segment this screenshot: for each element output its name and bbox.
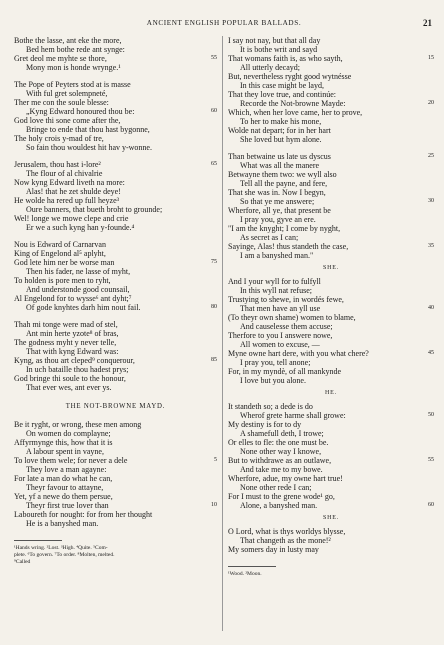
verse-text: Trustying to shewe, in wordés fewe, xyxy=(228,295,344,304)
verse-line xyxy=(14,125,217,134)
verse-text: A labour spent in vayne, xyxy=(26,447,104,456)
verse-text: That ever wes, ant ever ys. xyxy=(26,383,112,392)
verse-text: Mony mon is honde wrynge.¹ xyxy=(26,63,121,72)
verse-line xyxy=(228,438,434,447)
verse-line xyxy=(14,347,217,356)
verse-line xyxy=(228,331,434,340)
verse-text: For, in my myndè, of all mankynde xyxy=(228,367,341,376)
verse-text: I am a banyshed man." xyxy=(240,251,314,260)
verse-line xyxy=(14,510,217,519)
verse-text: God love thi sone come after the, xyxy=(14,116,121,125)
verse-line xyxy=(228,536,434,545)
verse-line xyxy=(228,170,434,179)
stanza xyxy=(228,277,434,385)
verse-text: But, nevertheless ryght good wytnésse xyxy=(228,72,352,81)
verse-text: Be it ryght, or wrong, these men among xyxy=(14,420,142,429)
verse-text: Jerusalem, thou hast i-lore² xyxy=(14,160,101,169)
verse-text: I love but you alone. xyxy=(240,376,306,385)
verse-line xyxy=(228,90,434,99)
verse-text: Ant min herte yzote⁸ of bras, xyxy=(26,329,119,338)
verse-line xyxy=(14,456,217,465)
line-number: 10 xyxy=(211,502,217,508)
verse-line xyxy=(228,492,434,501)
stanza xyxy=(14,36,217,72)
verse-text: Kyng, as thou art cleped⁹ conquerour, xyxy=(14,356,135,365)
verse-text: Then his fader, ne lasse of myht, xyxy=(26,267,131,276)
verse-text: I pray you, gyve an ere. xyxy=(240,215,316,224)
stanza xyxy=(14,240,217,312)
verse-line xyxy=(14,116,217,125)
verse-line xyxy=(228,135,434,144)
verse-text: Affyrmynge this, how that it is xyxy=(14,438,113,447)
verse-text: Of gode knyhtes darh him nout fail. xyxy=(26,303,141,312)
column-divider xyxy=(222,36,223,631)
verse-text: So that ye me answere; xyxy=(240,197,315,206)
verse-line xyxy=(228,36,434,45)
verse-text: He wolde ha rered up full heyze³ xyxy=(14,196,120,205)
line-number: 75 xyxy=(211,259,217,265)
verse-line xyxy=(228,63,434,72)
verse-line xyxy=(228,45,434,54)
stanza-gap xyxy=(14,312,217,320)
verse-line xyxy=(228,295,434,304)
verse-text: Yet, yf a newe do them persue, xyxy=(14,492,113,501)
verse-line xyxy=(14,501,217,510)
verse-text: In uch bataille thou hadest prys; xyxy=(26,365,129,374)
verse-line xyxy=(14,294,217,303)
verse-line xyxy=(228,72,434,81)
verse-text: He is a banyshed man. xyxy=(26,519,99,528)
verse-line xyxy=(14,320,217,329)
verse-text: Bringe to ende that thou hast bygonne, xyxy=(26,125,150,134)
verse-text: That changeth as the mone!² xyxy=(240,536,331,545)
line-number: 55 xyxy=(428,457,434,463)
verse-line xyxy=(228,54,434,63)
footnote-rule xyxy=(228,566,276,567)
verse-line xyxy=(228,429,434,438)
verse-line xyxy=(14,196,217,205)
verse-text: The Pope of Peyters stod at is masse xyxy=(14,80,131,89)
verse-line xyxy=(228,242,434,251)
verse-text: Betwayne them two: we wyll also xyxy=(228,170,337,179)
line-number: 5 xyxy=(214,457,217,463)
verse-text: I pray you, tell anone; xyxy=(240,358,311,367)
verse-line xyxy=(14,134,217,143)
verse-line xyxy=(14,483,217,492)
verse-line xyxy=(228,99,434,108)
verse-text: She loved but hym alone. xyxy=(240,135,322,144)
stanza xyxy=(228,527,434,554)
verse-text: Er we a such kyng han y-founde.⁴ xyxy=(26,223,135,232)
verse-text: I say not nay, but that all day xyxy=(228,36,321,45)
verse-text: Wolde nat depart; for in her hart xyxy=(228,126,331,135)
stanza-gap xyxy=(14,72,217,80)
verse-line xyxy=(228,456,434,465)
verse-line xyxy=(14,374,217,383)
verse-text: Bothe the lasse, ant eke the more, xyxy=(14,36,122,45)
line-number: 35 xyxy=(428,243,434,249)
verse-text: Thah mi tonge were mad of stel, xyxy=(14,320,118,329)
verse-line xyxy=(14,98,217,107)
verse-text: That men have an yll use xyxy=(240,304,321,313)
verse-line xyxy=(228,358,434,367)
stanza xyxy=(228,36,434,144)
verse-text: All women to excuse, — xyxy=(240,340,320,349)
verse-text: Wherfore, all ye, that present be xyxy=(228,206,331,215)
verse-text: Recorde the Not-browne Mayde: xyxy=(240,99,346,108)
verse-line xyxy=(228,188,434,197)
verse-line xyxy=(228,277,434,286)
verse-line xyxy=(228,179,434,188)
verse-line xyxy=(14,214,217,223)
verse-line xyxy=(14,63,217,72)
verse-text: It is bothe writ and sayd xyxy=(240,45,318,54)
verse-text: And take me to my bowe. xyxy=(240,465,323,474)
verse-line xyxy=(228,483,434,492)
verse-text: On women do complayne; xyxy=(26,429,111,438)
verse-line xyxy=(228,81,434,90)
line-number: 80 xyxy=(211,304,217,310)
verse-text: All utterly decayd; xyxy=(240,63,300,72)
right-column xyxy=(228,36,434,578)
verse-text: "I am the knyght; I come by nyght, xyxy=(228,224,341,233)
verse-text: For I must to the grene wode¹ go, xyxy=(228,492,335,501)
verse-line xyxy=(14,89,217,98)
verse-text: „Kyng Edward honoured thou be: xyxy=(26,107,135,116)
verse-line xyxy=(14,80,217,89)
verse-text: My destiny is for to dy xyxy=(228,420,302,429)
verse-text: So fain thou wouldest hit hav y-wonne. xyxy=(26,143,152,152)
stanza xyxy=(14,320,217,392)
verse-line xyxy=(228,126,434,135)
verse-line xyxy=(14,447,217,456)
verse-text: God bringe thi soule to the honour, xyxy=(14,374,126,383)
verse-line xyxy=(14,438,217,447)
verse-line xyxy=(14,258,217,267)
verse-line xyxy=(14,474,217,483)
verse-line xyxy=(228,420,434,429)
verse-text: Therfore to you I answere nowe, xyxy=(228,331,333,340)
verse-line xyxy=(228,349,434,358)
verse-text: To love them wele; for never a dele xyxy=(14,456,128,465)
verse-text: And causelesse them accuse; xyxy=(240,322,333,331)
verse-line xyxy=(228,215,434,224)
verse-text: But to withdrawe as an outlawe, xyxy=(228,456,332,465)
verse-line xyxy=(228,501,434,510)
verse-line xyxy=(14,429,217,438)
verse-text: To her to make his mone, xyxy=(240,117,322,126)
verse-text: Than betwaine us late us dyscus xyxy=(228,152,331,161)
verse-text: Nou is Edward of Carnarvan xyxy=(14,240,106,249)
page-number: 21 xyxy=(423,18,432,28)
verse-text: That they love true, and continúe: xyxy=(228,90,336,99)
verse-line xyxy=(228,304,434,313)
verse-line xyxy=(14,107,217,116)
page-header xyxy=(14,19,434,31)
line-number: 65 xyxy=(211,161,217,167)
verse-text: God lete him ner be worse man xyxy=(14,258,115,267)
verse-text: That with kyng Edward was: xyxy=(26,347,119,356)
verse-text: None other way I knowe, xyxy=(240,447,322,456)
verse-text: None other rede I can; xyxy=(240,483,312,492)
verse-line xyxy=(228,161,434,170)
line-number: 60 xyxy=(211,108,217,114)
verse-text: That she was in. Now I begyn, xyxy=(228,188,326,197)
verse-text: The flour of al chivalrie xyxy=(26,169,103,178)
verse-text: Theyr favour to attayne, xyxy=(26,483,104,492)
line-number: 30 xyxy=(428,198,434,204)
verse-line xyxy=(14,143,217,152)
verse-line xyxy=(228,447,434,456)
line-number: 50 xyxy=(428,412,434,418)
verse-line xyxy=(228,206,434,215)
verse-text: A shamefull deth, I trowe; xyxy=(240,429,324,438)
verse-text: Wherof grete harme shall growe: xyxy=(240,411,346,420)
verse-text: In this case might be layd, xyxy=(240,81,324,90)
left-column xyxy=(14,36,217,566)
verse-line xyxy=(228,108,434,117)
line-number: 45 xyxy=(428,350,434,356)
stanza xyxy=(14,420,217,528)
verse-line xyxy=(14,303,217,312)
verse-text: And I your wyll for to fulfyll xyxy=(228,277,321,286)
verse-line xyxy=(228,376,434,385)
verse-line xyxy=(14,285,217,294)
verse-line xyxy=(228,224,434,233)
verse-line xyxy=(228,233,434,242)
verse-line xyxy=(228,474,434,483)
verse-text: To holden is pore men to ryht, xyxy=(14,276,111,285)
verse-line xyxy=(228,322,434,331)
verse-line xyxy=(14,240,217,249)
verse-line xyxy=(14,169,217,178)
verse-text: King of Engelond al⁵ aplyht, xyxy=(14,249,106,258)
verse-line xyxy=(14,223,217,232)
verse-text: Gret deol me myhte se thore, xyxy=(14,54,107,63)
verse-text: In this wyll nat refuse; xyxy=(240,286,312,295)
verse-line xyxy=(14,187,217,196)
stanza-gap xyxy=(228,144,434,152)
verse-text: They love a man agayne: xyxy=(26,465,107,474)
verse-line xyxy=(14,276,217,285)
verse-line xyxy=(14,249,217,258)
verse-line xyxy=(228,313,434,322)
verse-text: O Lord, what is thys worldys blysse, xyxy=(228,527,346,536)
verse-text: Myne owne hart dere, with you what chere? xyxy=(228,349,369,358)
footnote: ¹Hands wring. ²Lost. ³High. ⁴Quite. ⁵Com- xyxy=(14,545,108,551)
verse-line xyxy=(228,527,434,536)
verse-line xyxy=(14,338,217,347)
verse-text: Al Engelond for to wysse⁶ ant dyht;⁷ xyxy=(14,294,132,303)
verse-text: That womans faith is, as who sayth, xyxy=(228,54,343,63)
stanza xyxy=(14,160,217,232)
verse-line xyxy=(14,36,217,45)
footnote: plete. ⁶To govern. ⁷To order. ⁸Molten, melted. xyxy=(14,552,115,558)
verse-text: Or elles to fle: the one must be. xyxy=(228,438,329,447)
line-number: 20 xyxy=(428,100,434,106)
verse-line xyxy=(14,420,217,429)
verse-line xyxy=(228,197,434,206)
verse-text: The godness myht y never telle, xyxy=(14,338,117,347)
verse-text: Wherfore, adue, my owne hart true! xyxy=(228,474,343,483)
verse-line xyxy=(228,402,434,411)
verse-line xyxy=(14,519,217,528)
verse-text: Bed hem bothe rede ant synge: xyxy=(26,45,125,54)
verse-line xyxy=(14,267,217,276)
verse-line xyxy=(14,54,217,63)
stanza xyxy=(14,80,217,152)
verse-text: Ther me con the soule blesse: xyxy=(14,98,109,107)
verse-line xyxy=(228,117,434,126)
verse-text: Now kyng Edward liveth na more: xyxy=(14,178,125,187)
line-number: 25 xyxy=(428,153,434,159)
stanza xyxy=(228,152,434,260)
verse-text: Laboureth for nought: for from her thought xyxy=(14,510,153,519)
stanza xyxy=(228,402,434,510)
running-head: ANCIENT ENGLISH POPULAR BALLADS. xyxy=(146,19,302,27)
verse-text: It standeth so; a dede is do xyxy=(228,402,313,411)
verse-line xyxy=(14,492,217,501)
verse-line xyxy=(14,160,217,169)
verse-text: Alas! that he zet shulde deye! xyxy=(26,187,121,196)
verse-text: The holy crois y-mad of tre, xyxy=(14,134,104,143)
line-number: 55 xyxy=(211,55,217,61)
verse-line xyxy=(14,329,217,338)
verse-line xyxy=(228,340,434,349)
verse-text: Sayinge, Alas! thus standeth the case, xyxy=(228,242,349,251)
verse-text: For late a man do what he can, xyxy=(14,474,113,483)
verse-line xyxy=(14,356,217,365)
verse-text: Which, when her love came, her to prove, xyxy=(228,108,363,117)
verse-text: Alone, a banyshed man. xyxy=(240,501,318,510)
stanza-gap xyxy=(14,152,217,160)
stanza-gap xyxy=(14,232,217,240)
line-number: 85 xyxy=(211,357,217,363)
verse-text: What was all the manere xyxy=(240,161,320,170)
verse-text: As secret as I can; xyxy=(240,233,299,242)
verse-line xyxy=(228,465,434,474)
verse-text: Oure banners, that bueth broht to grounde; xyxy=(26,205,163,214)
verse-text: Theyr first true lover than xyxy=(26,501,109,510)
verse-text: (To theyr own shame) women to blame, xyxy=(228,313,356,322)
footnote-rule xyxy=(14,540,62,541)
footnote: ⁹Called xyxy=(14,559,31,565)
verse-line xyxy=(14,45,217,54)
verse-text: With ful gret solempneté, xyxy=(26,89,108,98)
verse-text: Wel! longe we mowe clepe and crie xyxy=(14,214,129,223)
speaker-label: HE. xyxy=(325,390,337,396)
verse-line xyxy=(14,465,217,474)
section-title: THE NOT-BROWNE MAYD. xyxy=(65,403,166,410)
verse-text: My somers day in lusty may xyxy=(228,545,319,554)
verse-line xyxy=(14,205,217,214)
verse-line xyxy=(228,251,434,260)
verse-text: And understonde good counsail, xyxy=(26,285,130,294)
footnote: ¹Wood. ²Moon. xyxy=(228,571,262,577)
verse-line xyxy=(14,178,217,187)
line-number: 60 xyxy=(428,502,434,508)
verse-line xyxy=(228,411,434,420)
verse-line xyxy=(228,286,434,295)
speaker-label: SHE. xyxy=(322,515,340,521)
line-number: 40 xyxy=(428,305,434,311)
verse-line xyxy=(14,365,217,374)
verse-line xyxy=(14,383,217,392)
line-number: 15 xyxy=(428,55,434,61)
verse-line xyxy=(228,367,434,376)
speaker-label: SHE. xyxy=(322,265,340,271)
verse-line xyxy=(228,545,434,554)
verse-line xyxy=(228,152,434,161)
verse-text: Tell all the payne, and fere, xyxy=(240,179,328,188)
